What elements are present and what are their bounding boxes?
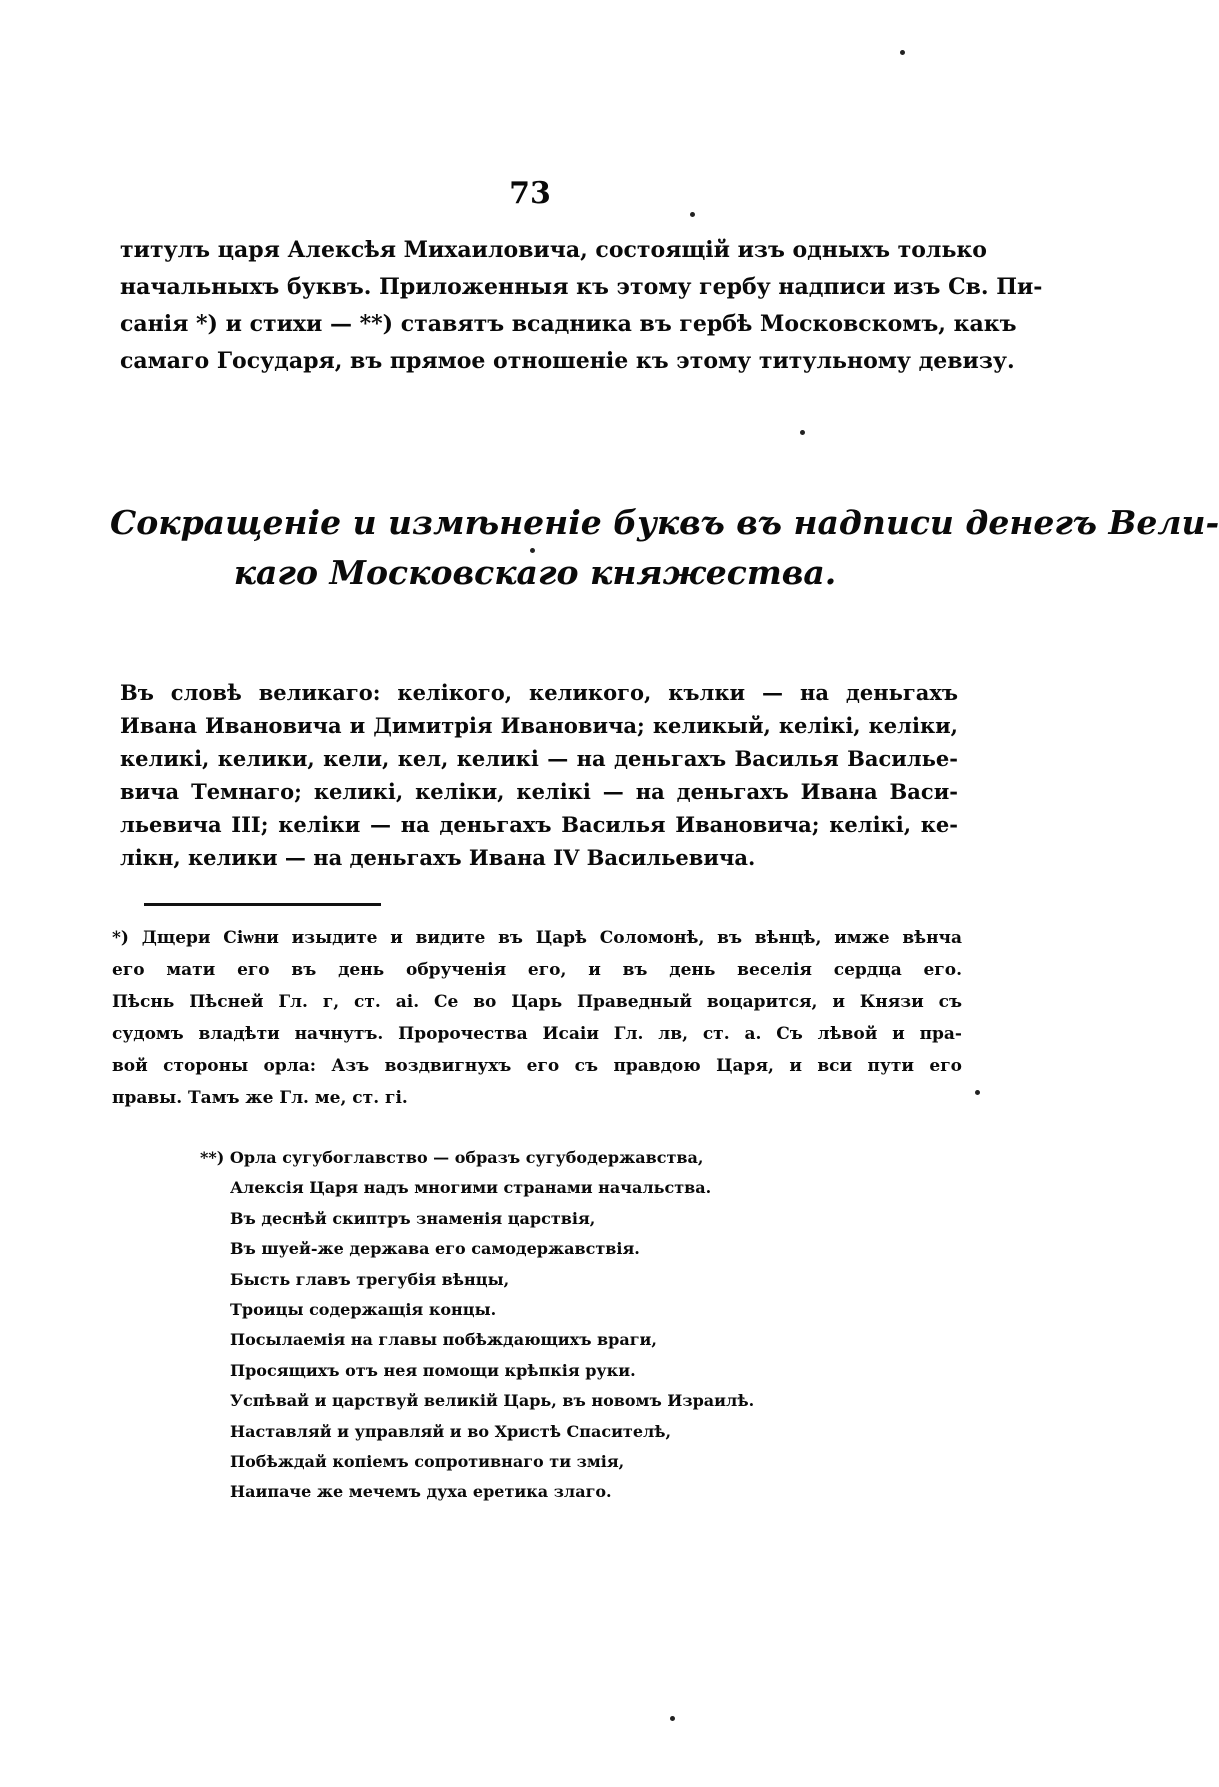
poem-line: Наипаче же мечемъ духа еретика злаго.: [230, 1482, 612, 1502]
text-line: титулъ царя Алексѣя Михаиловича, состоящій изъ одныхъ только: [120, 237, 987, 263]
page-number: 73: [509, 176, 551, 211]
footnote-line: *) Дщери Сіѡни изыдите и видите въ Царѣ Соломонѣ, въ вѣнцѣ, имже вѣнча: [112, 928, 962, 948]
poem-line: Бысть главъ трегубія вѣнцы,: [230, 1269, 510, 1289]
heading-line: каго Московскаго княжества.: [233, 553, 837, 592]
poem-line: Просящихъ отъ нея помощи крѣпкія руки.: [230, 1360, 636, 1380]
scan-speck: [690, 212, 695, 217]
poem-line: Въ деснѣй скиптръ знаменія царствія,: [230, 1208, 596, 1228]
main-paragraph: [120, 676, 958, 874]
footnote-divider: [144, 903, 381, 906]
poem-line: **) Орла сугубоглавство — образъ сугубодержавства,: [200, 1148, 704, 1167]
text-line: начальныхъ буквъ. Приложенныя къ этому гербу надписи изъ Св. Пи-: [120, 274, 1043, 300]
text-line: самаго Государя, въ прямое отношеніе къ этому титульному девизу.: [120, 348, 1015, 374]
footnote-line: правы. Тамъ же Гл. ме, ст. гі.: [112, 1088, 408, 1108]
section-heading: [110, 498, 1219, 598]
top-paragraph: [120, 232, 1043, 380]
text-line: вича Темнаго; келикі, келіки, келікі — на деньгахъ Ивана Васи-: [120, 779, 958, 804]
text-line: Въ словѣ великаго: келікого, келикого, кълки — на деньгахъ: [120, 680, 958, 705]
scan-speck: [975, 1090, 980, 1095]
poem-line: Въ шуей-же держава его самодержавствія.: [230, 1239, 640, 1259]
footnote-line: Пѣснь Пѣсней Гл. г, ст. аі. Се во Царь Праведный воцарится, и Князи съ: [112, 992, 962, 1012]
poem-line: Троицы содержащія концы.: [230, 1300, 497, 1320]
scan-speck: [800, 430, 805, 435]
scan-speck: [900, 50, 905, 55]
footnote-line: его мати его въ день обрученія его, и въ день веселія сердца его.: [112, 960, 962, 980]
text-line: Ивана Ивановича и Димитрія Ивановича; келикый, келікі, келіки,: [120, 713, 958, 738]
footnote-first: [112, 922, 962, 1114]
poem-line: Успѣвай и царствуй великій Царь, въ новомъ Израилѣ.: [230, 1391, 755, 1411]
text-line: льевича III; келіки — на деньгахъ Василья Ивановича; келікі, ке-: [120, 812, 958, 837]
poem-line: Наставляй и управляй и во Христѣ Спасителѣ,: [230, 1421, 672, 1441]
poem-line: Побѣждай копіемъ сопротивнаго ти змія,: [230, 1452, 625, 1472]
text-line: келикі, келики, кели, кел, келикі — на деньгахъ Василья Василье-: [120, 746, 958, 771]
heading-line: Сокращеніе и измѣненіе буквъ въ надписи денегъ Вели-: [110, 503, 1219, 542]
footnote-line: вой стороны орла: Азъ воздвигнухъ его съ правдою Царя, и вси пути его: [112, 1056, 962, 1076]
footnote-line: судомъ владѣти начнутъ. Пророчества Исаіи Гл. лв, ст. а. Съ лѣвой и пра-: [112, 1024, 962, 1044]
scan-speck: [530, 548, 535, 553]
poem-line: Алексія Царя надъ многими странами начальства.: [230, 1178, 712, 1198]
scan-speck: [670, 1716, 675, 1721]
text-line: лікн, келики — на деньгахъ Ивана IV Васильевича.: [120, 845, 756, 870]
footnote-second-poem: [200, 1143, 820, 1508]
poem-line: Посылаемія на главы побѣждающихъ враги,: [230, 1330, 657, 1350]
text-line: санія *) и стихи — **) ставятъ всадника въ гербѣ Московскомъ, какъ: [120, 311, 1017, 337]
